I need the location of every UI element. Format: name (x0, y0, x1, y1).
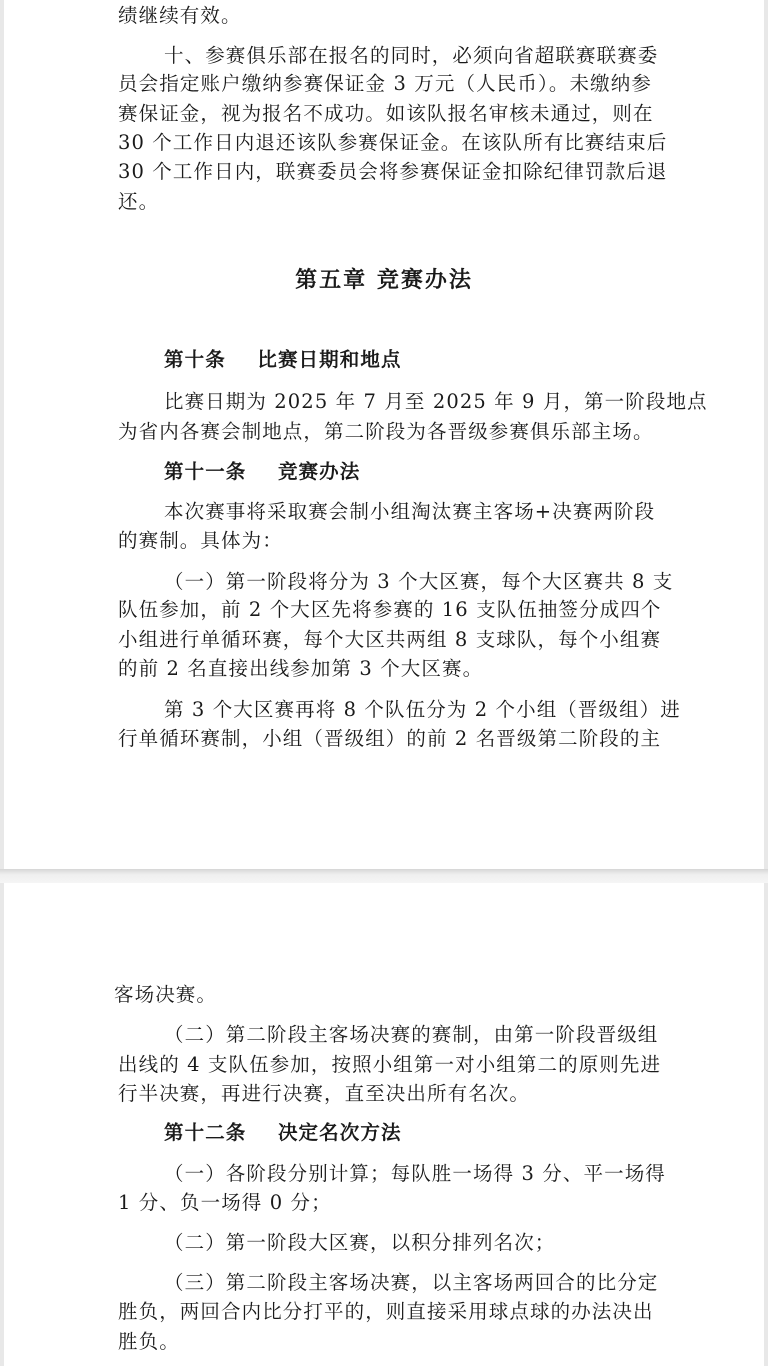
paragraph-text: 30 个工作日内，联赛委员会将参赛保证金扣除纪律罚款后退 (118, 160, 668, 183)
paragraph-text: 的前 2 名直接出线参加第 3 个大区赛。 (118, 657, 484, 680)
paragraph-text: 小组进行单循环赛，每个大区共两组 8 支球队，每个小组赛 (118, 628, 662, 651)
paragraph-text: 客场决赛。 (114, 983, 218, 1006)
paragraph-text: （二）第二阶段主客场决赛的赛制，由第一阶段晋级组 (164, 1023, 659, 1046)
paragraph-text: 本次赛事将采取赛会制小组淘汰赛主客场+决赛两阶段 (164, 500, 656, 523)
paragraph-text: 为省内各赛会制地点，第二阶段为各晋级参赛俱乐部主场。 (118, 420, 654, 443)
paragraph-text: 胜负。 (118, 1330, 180, 1353)
paragraph-text: 队伍参加，前 2 个大区先将参赛的 16 支队伍抽签分成四个 (118, 598, 662, 621)
paragraph-text: 赛保证金，视为报名不成功。如该队报名审核未通过，则在 (118, 102, 654, 125)
paragraph-text: （三）第二阶段主客场决赛，以主客场两回合的比分定 (164, 1271, 659, 1294)
paragraph-text: （一）各阶段分别计算；每队胜一场得 3 分、平一场得 (164, 1162, 666, 1185)
paragraph-text: 行单循环赛制，小组（晋级组）的前 2 名晋级第二阶段的主 (118, 727, 662, 750)
paragraph-text: 十、参赛俱乐部在报名的同时，必须向省超联赛联赛委 (164, 44, 659, 67)
chapter-title: 第五章 竞赛办法 (295, 267, 473, 293)
paragraph-text: （二）第一阶段大区赛，以积分排列名次； (164, 1231, 556, 1254)
article-heading: 第十二条 决定名次方法 (164, 1121, 402, 1144)
paragraph-text: 绩继续有效。 (118, 4, 242, 27)
paragraph-text: 出线的 4 支队伍参加，按照小组第一对小组第二的原则先进 (118, 1053, 662, 1076)
paragraph-text: 还。 (118, 190, 160, 213)
article-heading: 第十条 比赛日期和地点 (164, 348, 402, 371)
paragraph-text: （一）第一阶段将分为 3 个大区赛，每个大区赛共 8 支 (164, 570, 674, 593)
document-page-1 (4, 0, 764, 869)
paragraph-text: 员会指定账户缴纳参赛保证金 3 万元（人民币）。未缴纳参 (118, 72, 652, 95)
paragraph-text: 30 个工作日内退还该队参赛保证金。在该队所有比赛结束后 (118, 131, 668, 154)
paragraph-text: 第 3 个大区赛再将 8 个队伍分为 2 个小组（晋级组）进 (164, 698, 681, 721)
article-heading: 第十一条 竞赛办法 (164, 460, 361, 483)
paragraph-text: 的赛制。具体为： (118, 529, 283, 552)
paragraph-text: 比赛日期为 2025 年 7 月至 2025 年 9 月，第一阶段地点 (164, 390, 708, 413)
paragraph-text: 行半决赛，再进行决赛，直至决出所有名次。 (118, 1082, 531, 1105)
page-separator (0, 869, 768, 883)
paragraph-text: 1 分、负一场得 0 分； (118, 1191, 332, 1214)
document-page-2 (4, 883, 764, 1366)
paragraph-text: 胜负，两回合内比分打平的，则直接采用球点球的办法决出 (118, 1300, 654, 1323)
